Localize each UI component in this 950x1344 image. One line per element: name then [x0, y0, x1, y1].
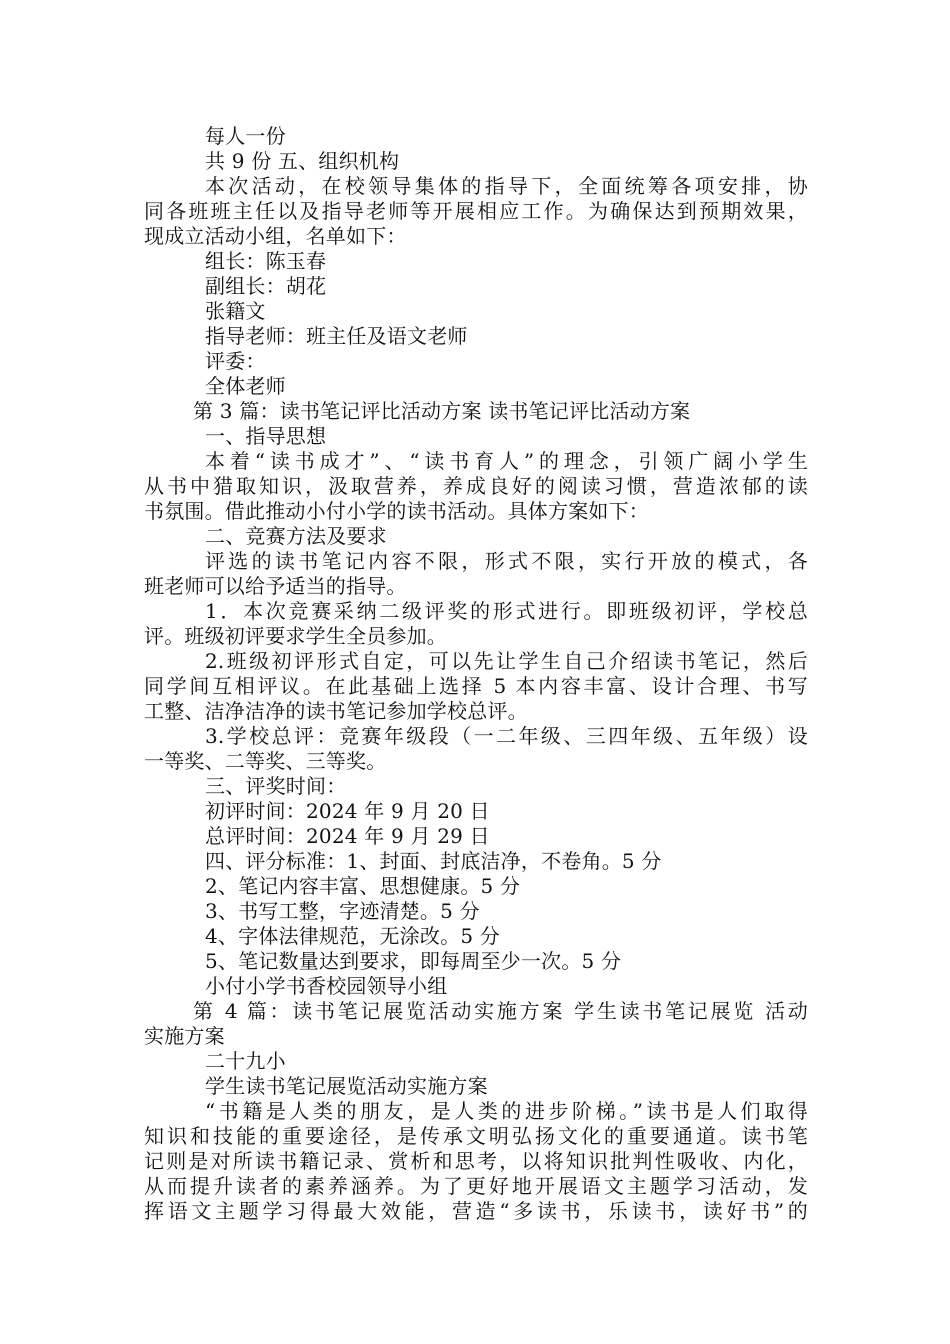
- text-line: 2.班级初评形式自定，可以先让学生自己介绍读书笔记，然后: [205, 649, 808, 673]
- text-line: 小付小学书香校园领导小组: [205, 974, 448, 998]
- text-line: 本着“读书成才”、“读书育人”的理念，引领广阔小学生: [205, 449, 808, 473]
- text-line: 知识和技能的重要途径，是传承文明弘扬文化的重要通道。读书笔: [144, 1124, 808, 1148]
- text-line: 同学间互相评议。在此基础上选择 5 本内容丰富、设计合理、书写: [144, 674, 808, 698]
- text-line: 现成立活动小组，名单如下：: [144, 224, 407, 248]
- text-line: 初评时间：2024 年 9 月 20 日: [205, 799, 490, 823]
- text-line: 挥语文主题学习得最大效能，营造“多读书，乐读书，读好书”的: [144, 1199, 808, 1223]
- text-line: 二、竞赛方法及要求: [205, 524, 387, 548]
- text-line: 副组长：胡花: [205, 274, 327, 298]
- text-line: 一、指导思想: [205, 424, 327, 448]
- text-line: 一等奖、二等奖、三等奖。: [144, 749, 387, 773]
- text-line: 5、笔记数量达到要求，即每周至少一次。5 分: [205, 949, 622, 973]
- text-line: 每人一份: [205, 124, 286, 148]
- text-line: 3.学校总评：竞赛年级段（一二年级、三四年级、五年级）设: [205, 724, 808, 748]
- text-line: 本次活动，在校领导集体的指导下，全面统筹各项安排，协: [205, 174, 808, 198]
- text-line: 从而提升读者的素养涵养。为了更好地开展语文主题学习活动，发: [144, 1174, 808, 1198]
- text-line: 2、笔记内容丰富、思想健康。5 分: [205, 874, 521, 898]
- text-line: 张籍文: [205, 299, 266, 323]
- text-line: 三、评奖时间：: [205, 774, 347, 798]
- text-line: 工整、洁净洁净的读书笔记参加学校总评。: [144, 699, 528, 723]
- text-line: 评选的读书笔记内容不限，形式不限，实行开放的模式，各: [205, 549, 808, 573]
- text-line: 4、字体法律规范，无涂改。5 分: [205, 924, 501, 948]
- text-line: 总评时间：2024 年 9 月 29 日: [205, 824, 490, 848]
- text-line: 3、书写工整，字迹清楚。5 分: [205, 899, 480, 923]
- section-heading: 第 4 篇：读书笔记展览活动实施方案 学生读书笔记展览 活动: [193, 999, 808, 1023]
- text-line: 指导老师：班主任及语文老师: [205, 324, 468, 348]
- text-line: 同各班班主任以及指导老师等开展相应工作。为确保达到预期效果，: [144, 199, 808, 223]
- text-line: 学生读书笔记展览活动实施方案: [205, 1074, 488, 1098]
- text-line: 书氛围。借此推动小付小学的读书活动。具体方案如下：: [144, 499, 649, 523]
- text-line: 记则是对所读书籍记录、赏析和思考，以将知识批判性吸收、内化，: [144, 1149, 808, 1173]
- text-line: 1．本次竞赛采纳二级评奖的形式进行。即班级初评，学校总: [205, 599, 808, 623]
- text-line: 全体老师: [205, 374, 286, 398]
- text-line: 二十九小: [205, 1049, 286, 1073]
- text-line: 班老师可以给予适当的指导。: [144, 574, 407, 598]
- text-line: 组长：陈玉春: [205, 249, 327, 273]
- text-line: “书籍是人类的朋友，是人类的进步阶梯。”读书是人们取得: [205, 1099, 808, 1123]
- text-line: 从书中猎取知识，汲取营养，养成良好的阅读习惯，营造浓郁的读: [144, 474, 808, 498]
- section-heading: 第 3 篇：读书笔记评比活动方案 读书笔记评比活动方案: [193, 399, 691, 423]
- text-line: 四、评分标准：1、封面、封底洁净，不卷角。5 分: [205, 849, 662, 873]
- text-line: 实施方案: [144, 1024, 225, 1048]
- text-line: 共 9 份 五、组织机构: [205, 149, 400, 173]
- text-line: 评委：: [205, 349, 266, 373]
- text-line: 评。班级初评要求学生全员参加。: [144, 624, 447, 648]
